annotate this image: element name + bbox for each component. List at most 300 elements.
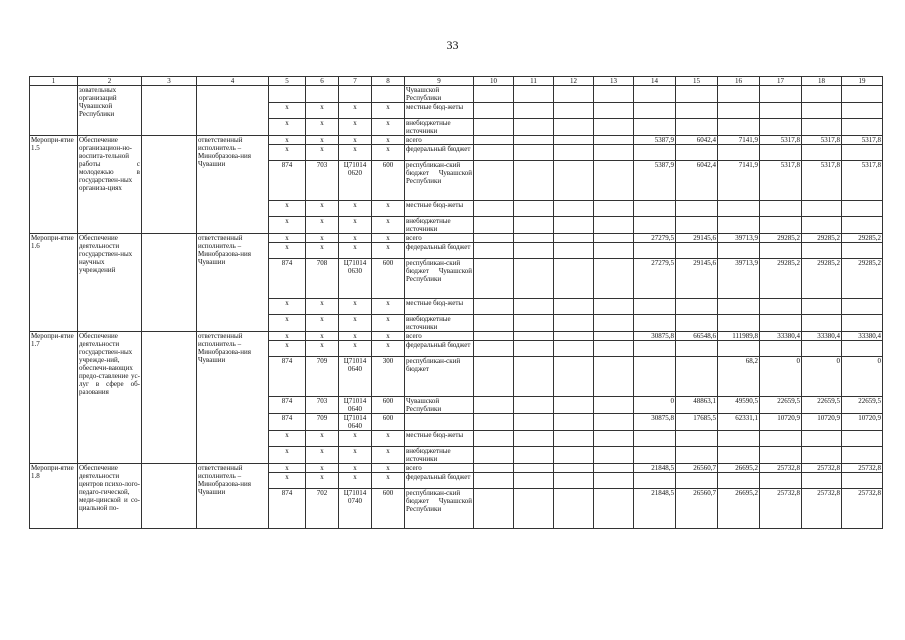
empty-year-cell: [474, 119, 514, 136]
amount-cell: 21848,5: [634, 464, 676, 473]
amount-cell: 29285,2: [802, 259, 842, 299]
empty-year-cell: [594, 145, 634, 161]
amount-cell: [802, 103, 842, 119]
code-type-cell: 600: [372, 161, 405, 201]
amount-cell: [842, 103, 883, 119]
code-type-cell: x: [372, 431, 405, 447]
code-target-cell: x: [339, 315, 372, 332]
empty-year-cell: [474, 464, 514, 473]
header-row: [30, 77, 883, 86]
column-number-cell: 16: [718, 77, 760, 86]
amount-cell: [760, 473, 802, 489]
code-target-cell: x: [339, 243, 372, 259]
column-number-cell: 1: [30, 77, 78, 86]
amount-cell: [676, 145, 718, 161]
amount-cell: 29285,2: [842, 259, 883, 299]
amount-cell: [802, 299, 842, 315]
empty-cell: [142, 464, 197, 529]
amount-cell: [718, 243, 760, 259]
amount-cell: [676, 243, 718, 259]
empty-year-cell: [594, 119, 634, 136]
empty-year-cell: [474, 357, 514, 397]
amount-cell: 25732,8: [842, 464, 883, 473]
amount-cell: 21848,5: [634, 489, 676, 529]
measure-name-cell: зовательных организаций Чувашской Республики: [78, 86, 142, 136]
code-target-cell: Ц71014 0640: [339, 357, 372, 397]
amount-cell: [802, 447, 842, 464]
amount-cell: 7141,9: [718, 161, 760, 201]
amount-cell: [676, 357, 718, 397]
funding-source-cell: республикан-ский бюджет Чувашской Республики: [405, 161, 474, 201]
code-type-cell: x: [372, 136, 405, 145]
funding-source-cell: федеральный бюджет: [405, 145, 474, 161]
code-grbs-cell: x: [269, 341, 306, 357]
amount-cell: [760, 341, 802, 357]
empty-year-cell: [474, 299, 514, 315]
empty-year-cell: [594, 217, 634, 234]
amount-cell: [634, 103, 676, 119]
code-target-cell: x: [339, 464, 372, 473]
code-target-cell: Ц71014 0630: [339, 259, 372, 299]
amount-cell: [802, 341, 842, 357]
amount-cell: 5317,8: [802, 161, 842, 201]
column-number-cell: 19: [842, 77, 883, 86]
measure-id-cell: [30, 86, 78, 136]
code-section-cell: x: [306, 136, 339, 145]
column-number-cell: 11: [514, 77, 554, 86]
amount-cell: [676, 217, 718, 234]
code-grbs-cell: x: [269, 234, 306, 243]
empty-year-cell: [554, 299, 594, 315]
empty-year-cell: [474, 414, 514, 431]
amount-cell: [676, 119, 718, 136]
empty-year-cell: [474, 161, 514, 201]
column-number-cell: 9: [405, 77, 474, 86]
code-section-cell: x: [306, 473, 339, 489]
empty-year-cell: [594, 464, 634, 473]
amount-cell: [842, 447, 883, 464]
code-section-cell: x: [306, 341, 339, 357]
funding-source-cell: республикан-ский бюджет: [405, 357, 474, 397]
empty-year-cell: [514, 299, 554, 315]
code-section-cell: [306, 86, 339, 103]
amount-cell: 7141,9: [718, 136, 760, 145]
executor-cell: ответственный исполнитель – Минобразова-ния Чувашии: [197, 234, 269, 332]
code-section-cell: x: [306, 299, 339, 315]
code-type-cell: x: [372, 145, 405, 161]
amount-cell: 30875,8: [634, 332, 676, 341]
funding-source-cell: всего: [405, 464, 474, 473]
amount-cell: [634, 217, 676, 234]
amount-cell: [634, 315, 676, 332]
amount-cell: 5317,8: [842, 136, 883, 145]
code-type-cell: x: [372, 234, 405, 243]
table-row: [30, 332, 883, 341]
measure-id-cell: Меропри-ятие 1.7: [30, 332, 78, 464]
amount-cell: 10720,9: [842, 414, 883, 431]
funding-source-cell: внебюджетные источники: [405, 447, 474, 464]
code-section-cell: x: [306, 234, 339, 243]
funding-source-cell: всего: [405, 332, 474, 341]
amount-cell: 33380,4: [802, 332, 842, 341]
empty-year-cell: [594, 397, 634, 414]
funding-source-cell: местные бюд-жеты: [405, 299, 474, 315]
code-target-cell: [339, 86, 372, 103]
measure-id-cell: Меропри-ятие 1.8: [30, 464, 78, 529]
amount-cell: 111989,8: [718, 332, 760, 341]
empty-year-cell: [474, 86, 514, 103]
amount-cell: [676, 431, 718, 447]
empty-year-cell: [554, 341, 594, 357]
amount-cell: [676, 103, 718, 119]
funding-source-cell: республикан-ский бюджет Чувашской Республики: [405, 489, 474, 529]
code-type-cell: x: [372, 243, 405, 259]
empty-year-cell: [594, 414, 634, 431]
measure-name-cell: Обеспечение деятельности государствен-ных учрежде-ний, обеспечи-вающих предо-ставление ус-луг в сфере об-разования: [78, 332, 142, 464]
executor-cell: ответственный исполнитель – Минобразова-ния Чувашии: [197, 464, 269, 529]
empty-year-cell: [514, 414, 554, 431]
code-grbs-cell: x: [269, 447, 306, 464]
amount-cell: [718, 315, 760, 332]
code-section-cell: x: [306, 119, 339, 136]
empty-year-cell: [554, 464, 594, 473]
empty-cell: [142, 332, 197, 464]
amount-cell: [842, 315, 883, 332]
code-target-cell: x: [339, 103, 372, 119]
amount-cell: 27279,5: [634, 259, 676, 299]
code-target-cell: x: [339, 431, 372, 447]
amount-cell: [802, 315, 842, 332]
amount-cell: 25732,8: [760, 464, 802, 473]
amount-cell: [802, 145, 842, 161]
empty-year-cell: [514, 161, 554, 201]
empty-year-cell: [594, 341, 634, 357]
empty-year-cell: [514, 103, 554, 119]
code-grbs-cell: x: [269, 217, 306, 234]
column-number-cell: 8: [372, 77, 405, 86]
amount-cell: 17685,5: [676, 414, 718, 431]
code-type-cell: [372, 86, 405, 103]
column-number-cell: 10: [474, 77, 514, 86]
amount-cell: 5317,8: [760, 161, 802, 201]
funding-source-cell: всего: [405, 136, 474, 145]
empty-year-cell: [514, 234, 554, 243]
amount-cell: [760, 217, 802, 234]
code-section-cell: 703: [306, 161, 339, 201]
empty-year-cell: [554, 473, 594, 489]
amount-cell: 25732,8: [842, 489, 883, 529]
empty-year-cell: [594, 86, 634, 103]
code-section-cell: 709: [306, 357, 339, 397]
code-section-cell: x: [306, 315, 339, 332]
empty-cell: [142, 234, 197, 332]
amount-cell: [842, 299, 883, 315]
code-section-cell: 709: [306, 414, 339, 431]
code-grbs-cell: [269, 86, 306, 103]
empty-year-cell: [514, 136, 554, 145]
code-target-cell: x: [339, 447, 372, 464]
funding-source-cell: [405, 414, 474, 431]
code-type-cell: 300: [372, 357, 405, 397]
amount-cell: [802, 217, 842, 234]
amount-cell: 62331,1: [718, 414, 760, 431]
funding-source-cell: местные бюд-жеты: [405, 103, 474, 119]
amount-cell: [634, 447, 676, 464]
empty-year-cell: [474, 243, 514, 259]
code-type-cell: x: [372, 119, 405, 136]
amount-cell: [634, 201, 676, 217]
code-section-cell: 708: [306, 259, 339, 299]
amount-cell: 0: [760, 357, 802, 397]
funding-source-cell: местные бюд-жеты: [405, 431, 474, 447]
empty-year-cell: [594, 201, 634, 217]
funding-source-cell: всего: [405, 234, 474, 243]
empty-year-cell: [594, 136, 634, 145]
empty-year-cell: [514, 332, 554, 341]
code-grbs-cell: x: [269, 431, 306, 447]
code-target-cell: x: [339, 473, 372, 489]
code-section-cell: x: [306, 201, 339, 217]
funding-source-cell: внебюджетные источники: [405, 315, 474, 332]
empty-year-cell: [594, 489, 634, 529]
empty-year-cell: [594, 103, 634, 119]
amount-cell: [634, 145, 676, 161]
amount-cell: [718, 119, 760, 136]
column-number-cell: 4: [197, 77, 269, 86]
code-grbs-cell: 874: [269, 489, 306, 529]
amount-cell: 29285,2: [802, 234, 842, 243]
measure-name-cell: Обеспечение деятельности центров психо-лого-педаго-гической, меди-цинской и со-циальной по-: [78, 464, 142, 529]
amount-cell: 48863,1: [676, 397, 718, 414]
code-target-cell: x: [339, 332, 372, 341]
amount-cell: 22659,5: [802, 397, 842, 414]
empty-year-cell: [554, 217, 594, 234]
column-number-cell: 3: [142, 77, 197, 86]
measure-id-cell: Меропри-ятие 1.6: [30, 234, 78, 332]
amount-cell: [760, 299, 802, 315]
amount-cell: [842, 431, 883, 447]
amount-cell: [718, 145, 760, 161]
empty-year-cell: [514, 201, 554, 217]
code-grbs-cell: x: [269, 136, 306, 145]
empty-year-cell: [594, 431, 634, 447]
empty-year-cell: [474, 259, 514, 299]
code-section-cell: x: [306, 145, 339, 161]
empty-year-cell: [554, 119, 594, 136]
code-grbs-cell: x: [269, 332, 306, 341]
amount-cell: [718, 201, 760, 217]
amount-cell: 33380,4: [760, 332, 802, 341]
amount-cell: 25732,8: [802, 464, 842, 473]
empty-year-cell: [594, 234, 634, 243]
column-number-cell: 15: [676, 77, 718, 86]
empty-year-cell: [594, 161, 634, 201]
code-type-cell: 600: [372, 259, 405, 299]
empty-year-cell: [474, 447, 514, 464]
amount-cell: 29145,6: [676, 259, 718, 299]
measure-id-cell: Меропри-ятие 1.5: [30, 136, 78, 234]
empty-year-cell: [514, 86, 554, 103]
amount-cell: [842, 243, 883, 259]
empty-year-cell: [554, 103, 594, 119]
empty-year-cell: [594, 299, 634, 315]
amount-cell: [676, 299, 718, 315]
empty-year-cell: [554, 397, 594, 414]
empty-year-cell: [514, 145, 554, 161]
amount-cell: 5317,8: [760, 136, 802, 145]
empty-year-cell: [554, 489, 594, 529]
amount-cell: [718, 103, 760, 119]
amount-cell: 6042,4: [676, 136, 718, 145]
empty-year-cell: [594, 332, 634, 341]
column-number-cell: 2: [78, 77, 142, 86]
empty-year-cell: [514, 357, 554, 397]
amount-cell: 26560,7: [676, 489, 718, 529]
code-target-cell: x: [339, 341, 372, 357]
empty-year-cell: [514, 489, 554, 529]
amount-cell: 26695,2: [718, 489, 760, 529]
table-row: [30, 234, 883, 243]
empty-year-cell: [594, 315, 634, 332]
empty-year-cell: [594, 259, 634, 299]
code-target-cell: Ц71014 0620: [339, 161, 372, 201]
code-type-cell: x: [372, 464, 405, 473]
amount-cell: [802, 431, 842, 447]
funding-source-cell: федеральный бюджет: [405, 473, 474, 489]
code-type-cell: x: [372, 473, 405, 489]
amount-cell: [760, 447, 802, 464]
code-grbs-cell: 874: [269, 414, 306, 431]
code-target-cell: x: [339, 145, 372, 161]
empty-year-cell: [514, 473, 554, 489]
code-grbs-cell: x: [269, 243, 306, 259]
code-type-cell: x: [372, 217, 405, 234]
amount-cell: [634, 431, 676, 447]
empty-year-cell: [474, 315, 514, 332]
amount-cell: [676, 341, 718, 357]
amount-cell: [718, 341, 760, 357]
code-type-cell: x: [372, 341, 405, 357]
measure-name-cell: Обеспечение деятельности государствен-ных научных учреждений: [78, 234, 142, 332]
amount-cell: [676, 447, 718, 464]
amount-cell: 26695,2: [718, 464, 760, 473]
code-type-cell: 600: [372, 489, 405, 529]
amount-cell: [634, 341, 676, 357]
empty-year-cell: [554, 414, 594, 431]
funding-source-cell: республикан-ский бюджет Чувашской Республики: [405, 259, 474, 299]
code-type-cell: x: [372, 201, 405, 217]
amount-cell: 0: [634, 397, 676, 414]
amount-cell: 39713,9: [718, 259, 760, 299]
empty-year-cell: [474, 431, 514, 447]
amount-cell: [718, 299, 760, 315]
amount-cell: 5317,8: [802, 136, 842, 145]
empty-year-cell: [474, 332, 514, 341]
amount-cell: [760, 145, 802, 161]
empty-year-cell: [554, 332, 594, 341]
code-target-cell: x: [339, 234, 372, 243]
code-section-cell: x: [306, 447, 339, 464]
amount-cell: [842, 86, 883, 103]
amount-cell: 29285,2: [760, 234, 802, 243]
amount-cell: [802, 86, 842, 103]
column-number-cell: 14: [634, 77, 676, 86]
code-type-cell: x: [372, 299, 405, 315]
code-target-cell: x: [339, 217, 372, 234]
column-number-cell: 5: [269, 77, 306, 86]
funding-source-cell: Чувашской Республики: [405, 397, 474, 414]
measure-name-cell: Обеспечение организацион-но-воспита-тельной работы с молодежью в государствен-ных организа-циях: [78, 136, 142, 234]
empty-year-cell: [554, 161, 594, 201]
amount-cell: 0: [842, 357, 883, 397]
empty-year-cell: [514, 119, 554, 136]
code-grbs-cell: x: [269, 201, 306, 217]
column-number-cell: 18: [802, 77, 842, 86]
empty-year-cell: [514, 397, 554, 414]
empty-cell: [142, 86, 197, 136]
empty-year-cell: [554, 86, 594, 103]
empty-year-cell: [514, 315, 554, 332]
empty-year-cell: [474, 217, 514, 234]
amount-cell: [842, 217, 883, 234]
code-type-cell: x: [372, 315, 405, 332]
code-grbs-cell: x: [269, 464, 306, 473]
amount-cell: [676, 201, 718, 217]
amount-cell: [634, 473, 676, 489]
empty-year-cell: [554, 357, 594, 397]
code-target-cell: x: [339, 299, 372, 315]
funding-source-cell: внебюджетные источники: [405, 217, 474, 234]
empty-year-cell: [554, 201, 594, 217]
empty-year-cell: [474, 136, 514, 145]
code-grbs-cell: x: [269, 473, 306, 489]
amount-cell: [676, 315, 718, 332]
amount-cell: 5317,8: [842, 161, 883, 201]
empty-year-cell: [474, 341, 514, 357]
empty-year-cell: [594, 357, 634, 397]
amount-cell: [676, 473, 718, 489]
code-type-cell: x: [372, 332, 405, 341]
amount-cell: [718, 86, 760, 103]
amount-cell: 33380,4: [842, 332, 883, 341]
amount-cell: [760, 86, 802, 103]
amount-cell: [718, 431, 760, 447]
funding-source-cell: федеральный бюджет: [405, 243, 474, 259]
empty-year-cell: [594, 473, 634, 489]
amount-cell: [718, 473, 760, 489]
amount-cell: [718, 217, 760, 234]
executor-cell: ответственный исполнитель – Минобразова-ния Чувашии: [197, 136, 269, 234]
code-target-cell: Ц71014 0640: [339, 397, 372, 414]
amount-cell: [634, 86, 676, 103]
code-target-cell: x: [339, 201, 372, 217]
code-grbs-cell: x: [269, 103, 306, 119]
amount-cell: [760, 103, 802, 119]
amount-cell: 22659,5: [760, 397, 802, 414]
empty-year-cell: [554, 431, 594, 447]
empty-year-cell: [554, 243, 594, 259]
funding-source-cell: Чувашской Республики: [405, 86, 474, 103]
amount-cell: 29145,6: [676, 234, 718, 243]
empty-year-cell: [554, 145, 594, 161]
amount-cell: [760, 201, 802, 217]
amount-cell: [802, 243, 842, 259]
amount-cell: [718, 447, 760, 464]
empty-year-cell: [554, 259, 594, 299]
empty-year-cell: [474, 145, 514, 161]
code-section-cell: 703: [306, 397, 339, 414]
amount-cell: 6042,4: [676, 161, 718, 201]
